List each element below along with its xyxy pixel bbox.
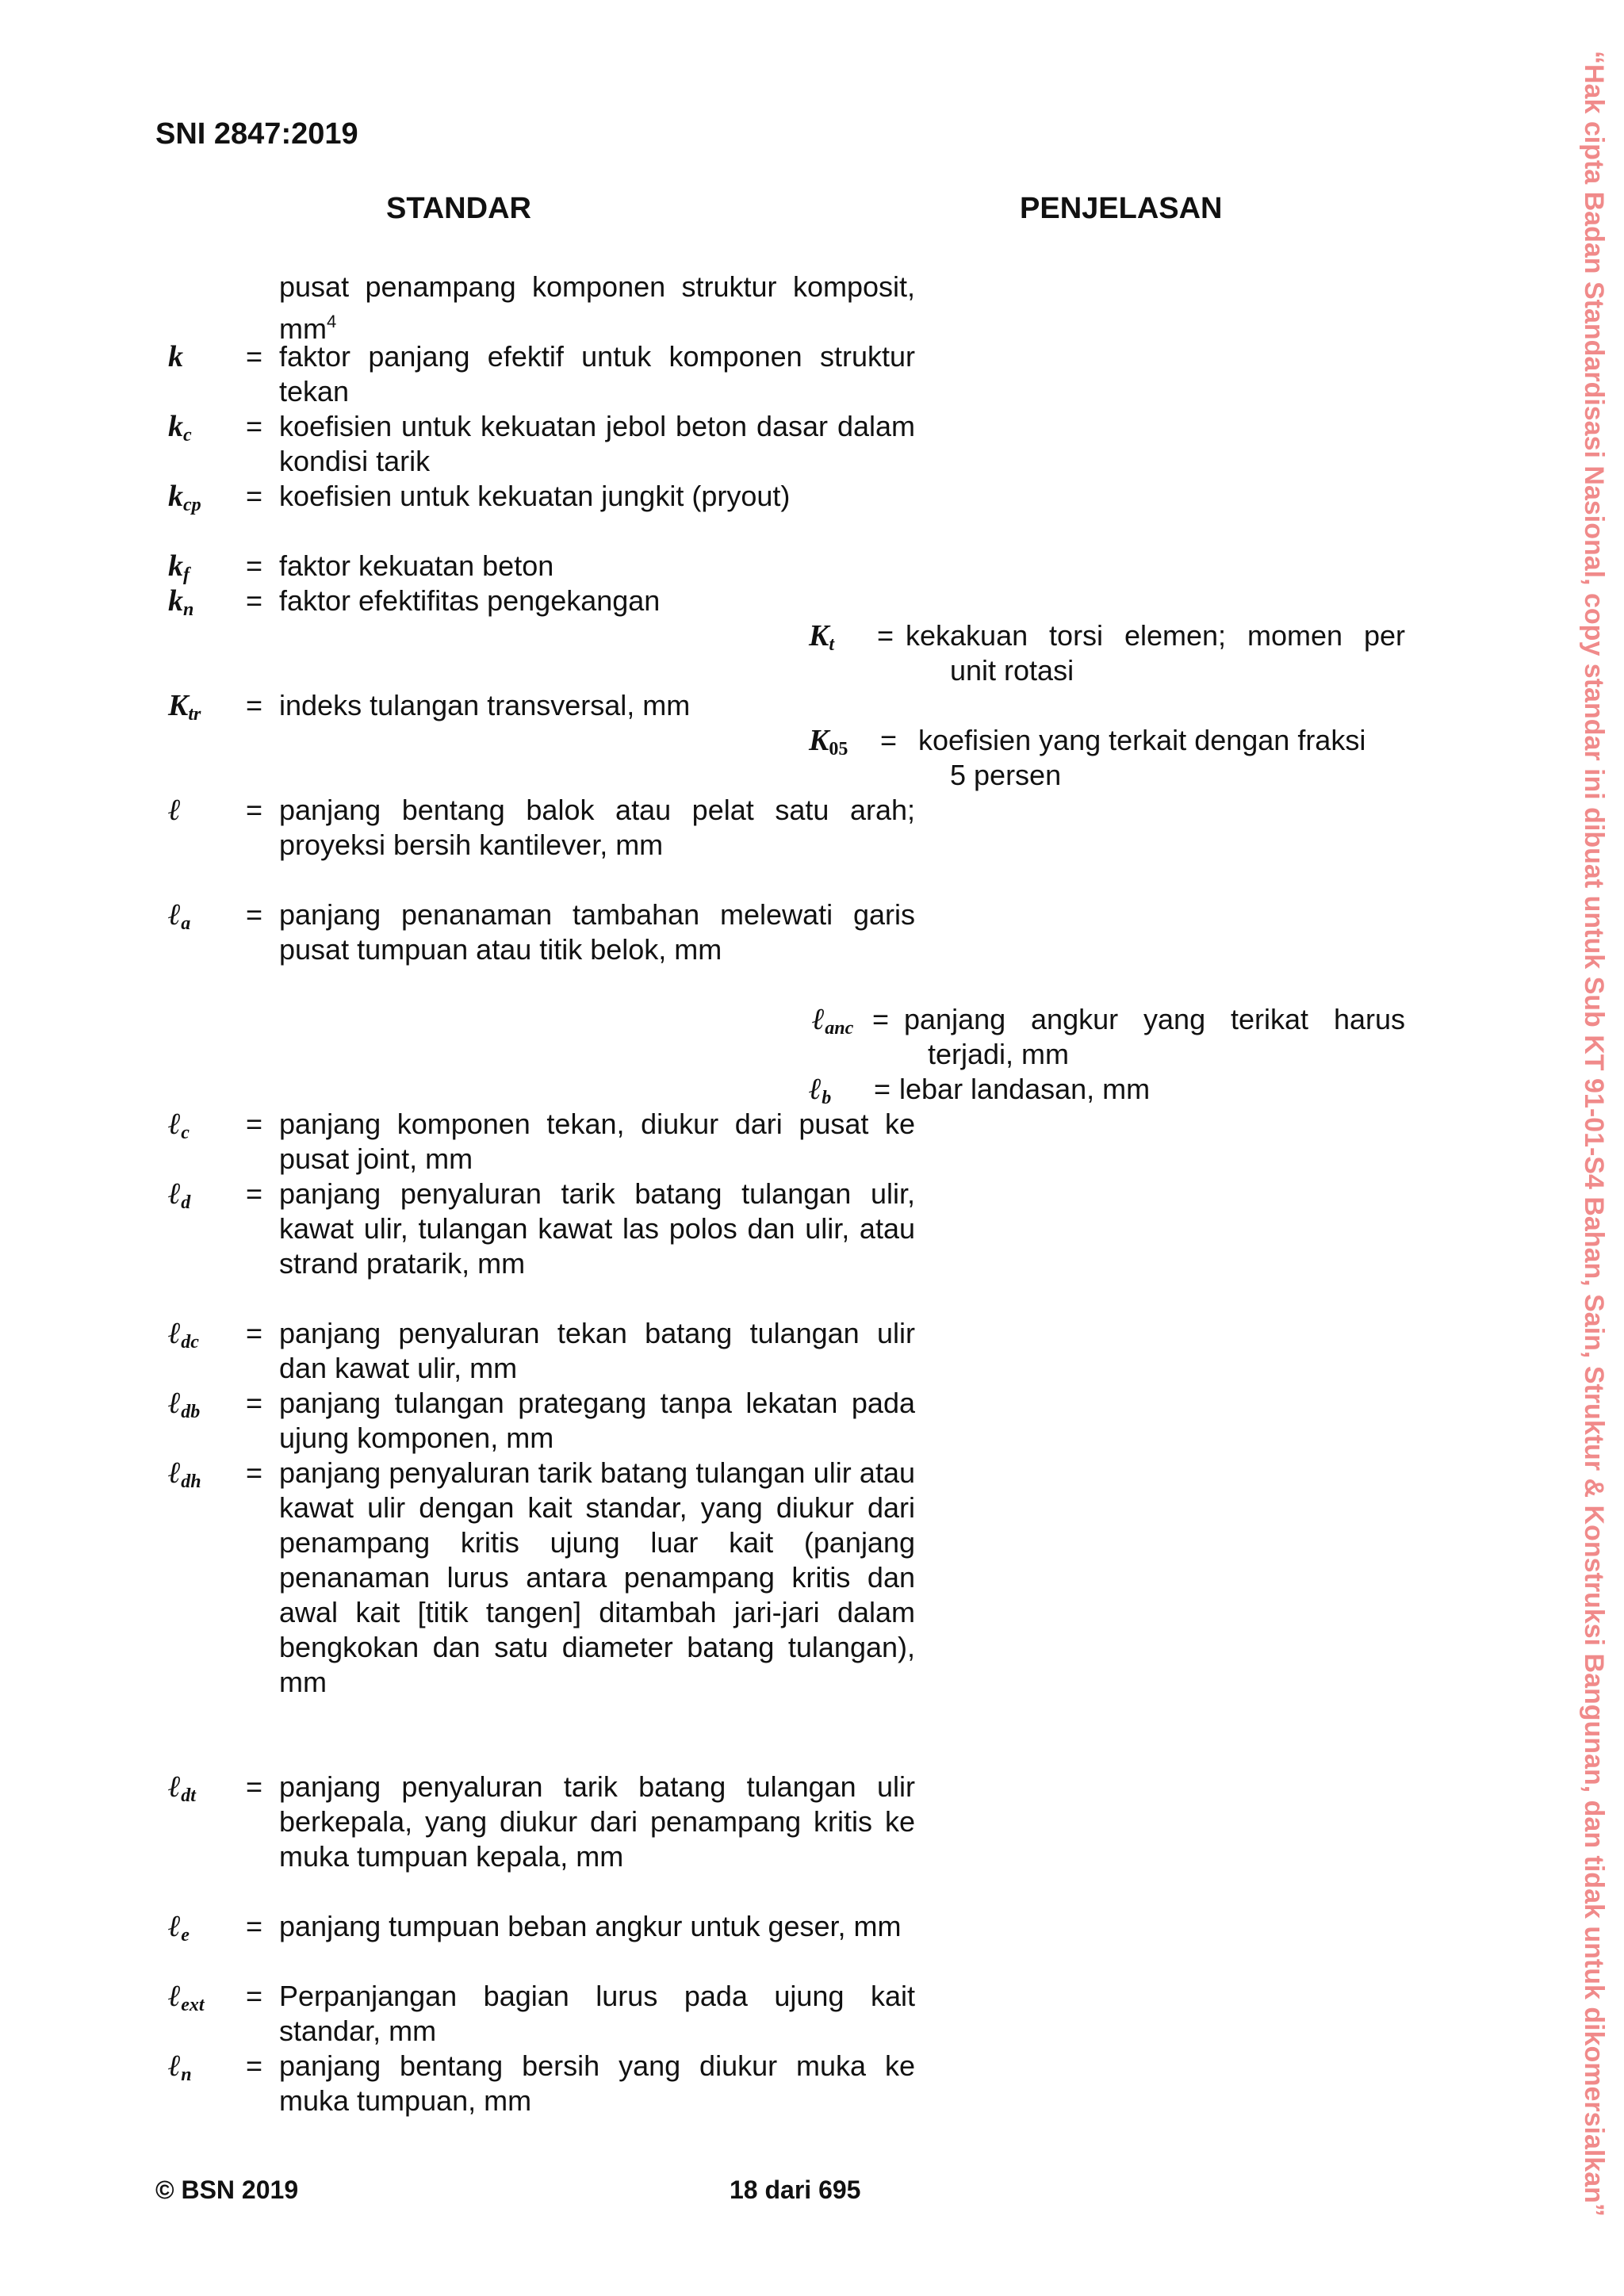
symbol: ℓ$_a$ bbox=[168, 898, 191, 934]
symbol: $k_n$ bbox=[168, 584, 194, 620]
symbol-definition: panjang tulangan prategang tanpa lekatan pada ujung komponen, mm bbox=[279, 1387, 915, 1454]
symbol-definition: koefisien yang terkait dengan fraksi 5 persen bbox=[918, 724, 1366, 791]
equals-sign: = bbox=[246, 340, 263, 373]
symbol: k bbox=[168, 340, 183, 373]
symbol-definition: Perpanjangan bagian lurus pada ujung kait standar, mm bbox=[279, 1980, 915, 2047]
symbol-definition: panjang penyaluran tekan batang tulangan ulir dan kawat ulir, mm bbox=[279, 1317, 915, 1384]
symbol: $k_c$ bbox=[168, 410, 192, 446]
symbol: ℓ$_c$ bbox=[168, 1108, 190, 1143]
equals-sign: = bbox=[246, 1456, 263, 1489]
equals-sign: = bbox=[246, 1910, 263, 1942]
copyright-watermark: “Hak cipta Badan Standardisasi Nasional, copy standar ini dibuat untuk Sub KT 91-01-S4 Bahan, Sain, Struktur & Konstruksi Bangunan, dan tidak untuk dikomersialkan” bbox=[1579, 51, 1609, 2217]
equals-sign: = bbox=[246, 1177, 263, 1210]
equals-sign: = bbox=[246, 1108, 263, 1140]
symbol-definition: panjang komponen tekan, diukur dari pusat ke pusat joint, mm bbox=[279, 1108, 915, 1175]
symbol-definition: panjang penyaluran tarik batang tulangan ulir atau kawat ulir dengan kait standar, yang diukur dari penampang kritis ujung luar kait (panjang penanaman lurus antara penampang kritis dan awal kait [titik tangen] ditambah jari-jari dalam bengkokan dan satu diameter batang tulangan), mm bbox=[279, 1456, 915, 1698]
equals-sign: = bbox=[246, 1980, 263, 2012]
symbol-definition: panjang angkur yang terikat harus terjadi, mm bbox=[904, 1003, 1405, 1070]
symbol: ℓ$_d$ bbox=[168, 1177, 191, 1213]
symbol-definition: kekakuan torsi elemen; momen per unit rotasi bbox=[906, 619, 1405, 687]
symbol: ℓ$_e$ bbox=[168, 1910, 190, 1946]
symbol: ℓ$_{anc}$ bbox=[812, 1003, 854, 1039]
symbol: ℓ$_{dh}$ bbox=[168, 1456, 201, 1492]
symbol-definition: panjang penyaluran tarik batang tulangan ulir, kawat ulir, tulangan kawat las polos dan ulir, atau strand pratarik, mm bbox=[279, 1177, 915, 1280]
equals-sign: = bbox=[246, 480, 263, 512]
column-heading-penjelasan: PENJELASAN bbox=[1020, 192, 1223, 225]
equals-sign: = bbox=[877, 619, 894, 652]
symbol: $k_{cp}$ bbox=[168, 480, 201, 515]
equals-sign: = bbox=[874, 1073, 891, 1105]
symbol: ℓ bbox=[168, 794, 182, 827]
page-number: 18 dari 695 bbox=[730, 2175, 861, 2204]
column-heading-standar: STANDAR bbox=[386, 192, 531, 225]
symbol: ℓ$_n$ bbox=[168, 2049, 192, 2085]
equals-sign: = bbox=[872, 1003, 890, 1035]
symbol: $K_{05}$ bbox=[809, 724, 848, 760]
symbol: $K_{tr}$ bbox=[168, 689, 201, 725]
equals-sign: = bbox=[246, 410, 263, 442]
symbol-definition: koefisien untuk kekuatan jebol beton dasar dalam kondisi tarik bbox=[279, 410, 915, 477]
document-header: SNI 2847:2019 bbox=[155, 117, 358, 151]
symbol: $k_f$ bbox=[168, 549, 190, 585]
symbol: ℓ$_{dt}$ bbox=[168, 1770, 196, 1806]
footer-copyright: © BSN 2019 bbox=[155, 2175, 299, 2204]
symbol-definition: panjang penyaluran tarik batang tulangan ulir berkepala, yang diukur dari penampang kritis ke muka tumpuan kepala, mm bbox=[279, 1770, 915, 1873]
equals-sign: = bbox=[880, 724, 898, 756]
symbol-definition: panjang tumpuan beban angkur untuk geser, mm bbox=[279, 1910, 902, 1942]
equals-sign: = bbox=[246, 898, 263, 931]
continued-definition: pusat penampang komponen struktur komposit, $mm^4$ bbox=[279, 270, 915, 345]
equals-sign: = bbox=[246, 2049, 263, 2082]
symbol-definition: koefisien untuk kekuatan jungkit (pryout) bbox=[279, 480, 791, 512]
equals-sign: = bbox=[246, 1387, 263, 1419]
symbol-definition: faktor panjang efektif untuk komponen struktur tekan bbox=[279, 340, 915, 408]
symbol-definition: panjang penanaman tambahan melewati garis pusat tumpuan atau titik belok, mm bbox=[279, 898, 915, 966]
equals-sign: = bbox=[246, 1770, 263, 1803]
symbol: ℓ$_{dc}$ bbox=[168, 1317, 199, 1353]
symbol-definition: indeks tulangan transversal, mm bbox=[279, 689, 691, 721]
symbol-definition: panjang bentang bersih yang diukur muka ke muka tumpuan, mm bbox=[279, 2049, 915, 2117]
symbol: ℓ$_{db}$ bbox=[168, 1387, 201, 1422]
symbol-definition: panjang bentang balok atau pelat satu arah; proyeksi bersih kantilever, mm bbox=[279, 794, 915, 861]
symbol-definition: faktor kekuatan beton bbox=[279, 549, 554, 582]
equals-sign: = bbox=[246, 794, 263, 826]
symbol: ℓ$_b$ bbox=[809, 1073, 832, 1108]
equals-sign: = bbox=[246, 584, 263, 617]
symbol-definition: faktor efektifitas pengekangan bbox=[279, 584, 661, 617]
equals-sign: = bbox=[246, 1317, 263, 1349]
symbol: ℓ$_{ext}$ bbox=[168, 1980, 205, 2015]
equals-sign: = bbox=[246, 689, 263, 721]
symbol: $K_t$ bbox=[809, 619, 835, 655]
equals-sign: = bbox=[246, 549, 263, 582]
symbol-definition: lebar landasan, mm bbox=[899, 1073, 1151, 1105]
